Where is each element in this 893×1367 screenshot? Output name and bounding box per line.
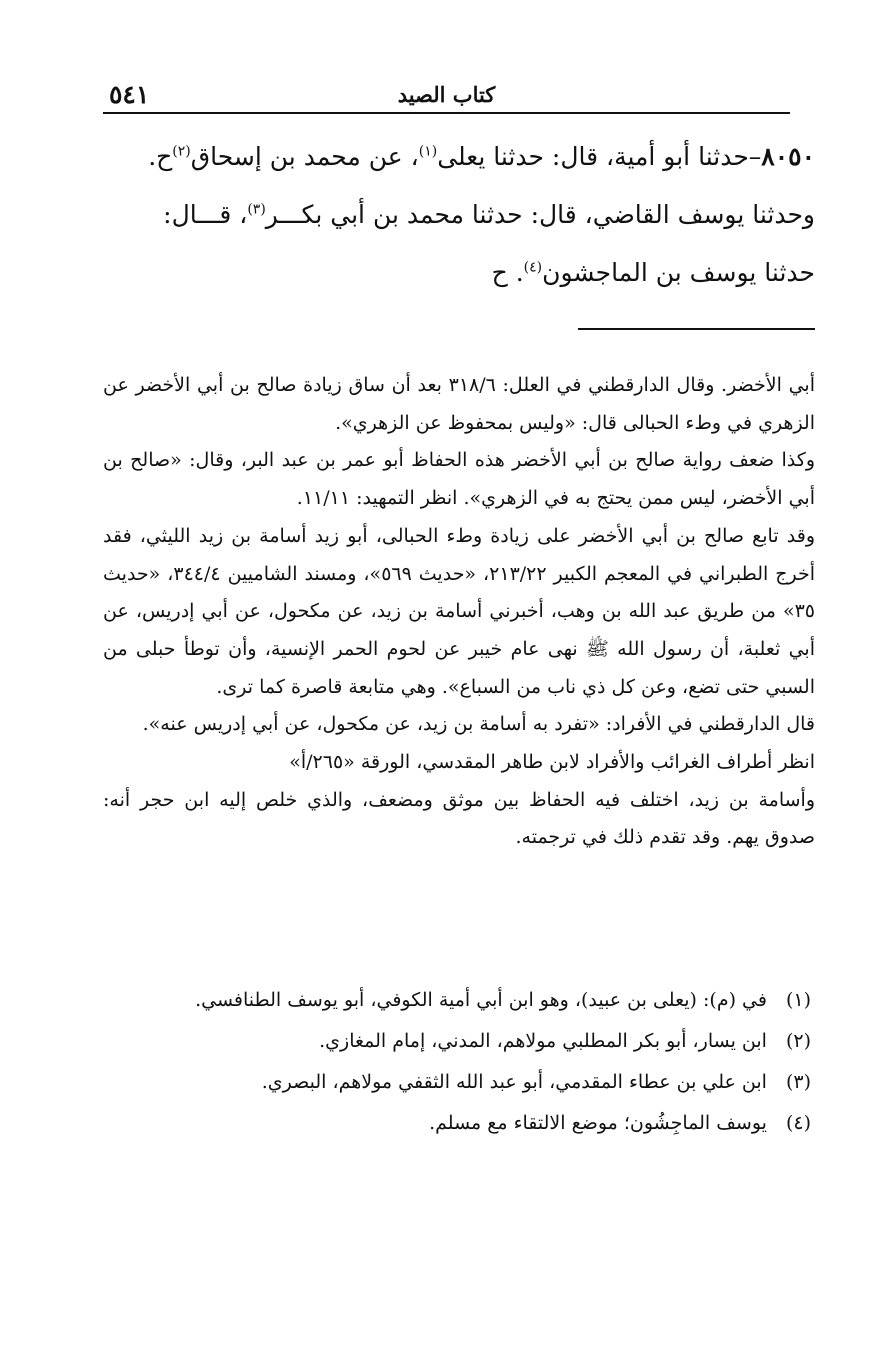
hadith-text-part: ، عن محمد بن إسحاق bbox=[190, 142, 419, 171]
footnote-ref: (١) bbox=[418, 143, 438, 160]
footnote bbox=[103, 1062, 811, 1103]
book-title: كتاب الصيد bbox=[397, 82, 496, 107]
commentary-paragraph: انظر أطراف الغرائب والأفراد لابن طاهر المقدسي، الورقة «٢٦٥/أ» bbox=[289, 751, 815, 774]
footnote-ref: (٤) bbox=[523, 259, 543, 276]
hadith-text-part: حدثنا يوسف بن الماجشون bbox=[542, 258, 815, 287]
hadith-line bbox=[103, 128, 815, 186]
footnote-text: يوسف الماجِشُون؛ موضع الالتقاء مع مسلم. bbox=[429, 1112, 767, 1134]
hadith-text-part: –حدثنا أبو أمية، قال: حدثنا يعلى bbox=[437, 142, 762, 171]
hadith-number: ٨٠٥٠ bbox=[761, 142, 815, 171]
footnote-number: (٢) bbox=[785, 1030, 811, 1052]
footnote-ref: (٢) bbox=[172, 143, 191, 160]
footnote bbox=[103, 980, 811, 1021]
footnote-text: ابن علي بن عطاء المقدمي، أبو عبد الله الثقفي مولاهم، البصري. bbox=[261, 1071, 767, 1093]
footnote-ref: (٣) bbox=[247, 201, 266, 218]
footnote-text: في (م): (يعلى بن عبيد)، وهو ابن أبي أمية الكوفي، أبو يوسف الطنافسي. bbox=[195, 989, 767, 1011]
footnote-divider bbox=[578, 328, 815, 330]
hadith-line bbox=[103, 244, 815, 302]
page-header bbox=[103, 76, 790, 110]
hadith-text bbox=[103, 128, 815, 302]
footnote-text: ابن يسار، أبو بكر المطلبي مولاهم، المدني، إمام المغازي. bbox=[319, 1030, 767, 1052]
footnote-number: (٤) bbox=[785, 1112, 811, 1134]
hadith-line bbox=[103, 186, 815, 244]
commentary-paragraph: أبي الأخضر. وقال الدارقطني في العلل: ٣١٨/٦ بعد أن ساق زيادة صالح بن أبي الأخضر عن الزهري في وطء الحبالى قال: «وليس بمحفوظ عن الزهري». bbox=[103, 374, 815, 434]
hadith-text-part: ح. bbox=[148, 142, 173, 171]
hadith-text-part: وحدثنا يوسف القاضي، قال: حدثنا محمد بن أبي بكـــر bbox=[265, 200, 815, 229]
footnote-number: (١) bbox=[785, 989, 811, 1011]
footnote bbox=[103, 1021, 811, 1062]
page-number: ٥٤١ bbox=[109, 80, 150, 109]
commentary-paragraph: قال الدارقطني في الأفراد: «تفرد به أسامة بن زيد، عن مكحول، عن أبي إدريس عنه». bbox=[142, 713, 815, 736]
footnote bbox=[103, 1103, 811, 1144]
commentary-paragraph: وقد تابع صالح بن أبي الأخضر على زيادة وطء الحبالى، أبو زيد أسامة بن زيد الليثي، فقد أخرج الطبراني في المعجم الكبير ٢١٣/٢٢، «حديث ٥٦٩»، ومسند الشاميين ٣٤٤/٤، «حديث ٣٥» من طريق عبد الله بن وهب، أخبرني أسامة بن زيد، عن مكحول، عن أبي إدريس، عن أبي ثعلبة، أن رسول الله ﷺ نهى عام خيبر عن لحوم الحمر الإنسية، وأن توطأ حبلى من السبي حتى تضع، وعن كل ذي ناب من السباع». وهي متابعة قاصرة كما ترى. bbox=[103, 524, 815, 698]
commentary-paragraph: وأسامة بن زيد، اختلف فيه الحفاظ بين موثق ومضعف، والذي خلص إليه ابن حجر أنه: صدوق يهم. وقد تقدم ذلك في ترجمته. bbox=[103, 788, 815, 849]
footnote-number: (٣) bbox=[785, 1071, 811, 1093]
commentary bbox=[103, 367, 815, 857]
hadith-text-part: . ح bbox=[491, 258, 524, 287]
commentary-paragraph: وكذا ضعف رواية صالح بن أبي الأخضر هذه الحفاظ أبو عمر بن عبد البر، وقال: «صالح بن أبي الأخضر، ليس ممن يحتج به في الزهري». انظر التمهيد: ١١/١١. bbox=[103, 449, 815, 510]
footnotes bbox=[103, 980, 811, 1144]
header-divider bbox=[103, 112, 790, 114]
hadith-text-part: ، قـــال: bbox=[163, 200, 248, 229]
